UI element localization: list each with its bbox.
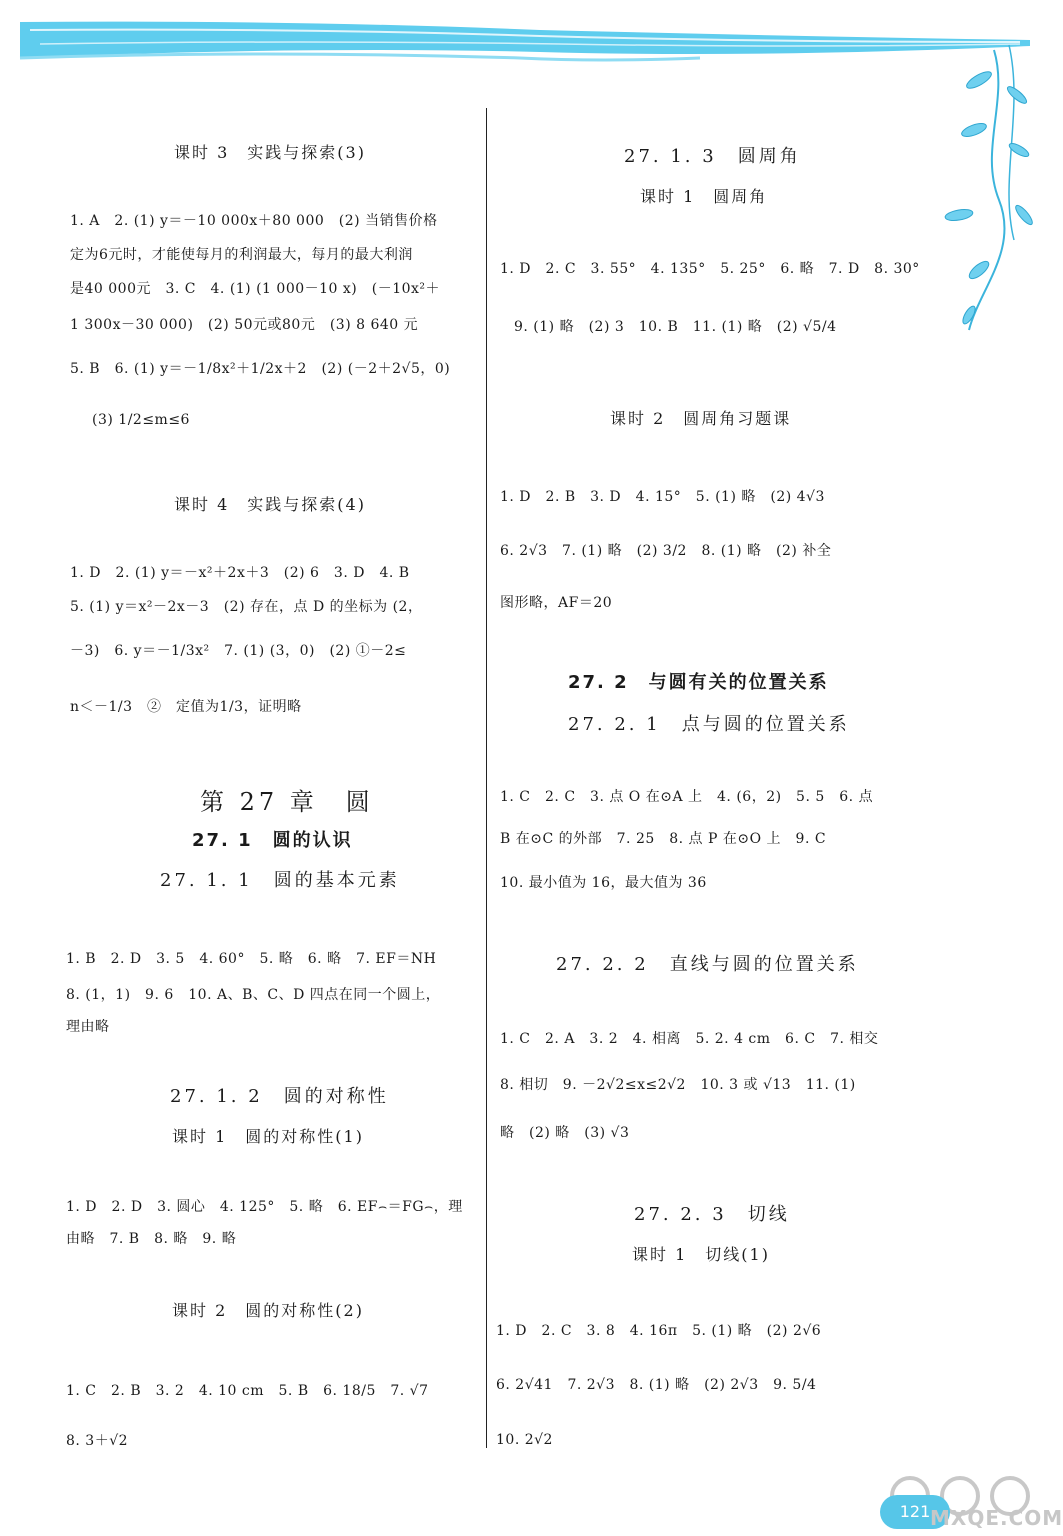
top-banner-decoration — [0, 0, 1049, 110]
chapter-title: 第 27 章 圆 — [200, 788, 374, 816]
subsection-title: 27. 1. 1 圆的基本元素 — [160, 870, 400, 891]
subsection-title: 27. 2. 3 切线 — [634, 1204, 790, 1225]
section-title: 27. 1 圆的认识 — [192, 830, 353, 851]
answer-line: B 在⊙C 的外部 7. 25 8. 点 P 在⊙O 上 9. C — [500, 831, 827, 847]
answer-line: 8. 相切 9. －2√2≤x≤2√2 10. 3 或 √13 11. (1) — [500, 1077, 856, 1093]
subsection-title: 27. 1. 3 圆周角 — [624, 146, 801, 167]
lesson-heading: 课时 2 圆周角习题课 — [610, 409, 792, 428]
lesson-heading: 课时 3 实践与探索(3) — [174, 143, 366, 162]
answer-line: 6. 2√3 7. (1) 略 (2) 3/2 8. (1) 略 (2) 补全 — [500, 543, 832, 559]
answer-line: 10. 最小值为 16，最大值为 36 — [500, 875, 707, 891]
answer-line: n＜－1/3 ② 定值为1/3，证明略 — [70, 699, 302, 715]
answer-line: 1. D 2. D 3. 圆心 4. 125° 5. 略 6. EF⌢＝FG⌢，理 — [66, 1199, 463, 1215]
lesson-heading: 课时 2 圆的对称性(2) — [172, 1301, 364, 1320]
answer-line: 1. D 2. C 3. 55° 4. 135° 5. 25° 6. 略 7. D 8. 30° — [500, 261, 920, 277]
answer-line: 9. (1) 略 (2) 3 10. B 11. (1) 略 (2) √5/4 — [514, 319, 837, 335]
subsection-title: 27. 2. 2 直线与圆的位置关系 — [556, 954, 859, 975]
answer-line: 1. C 2. A 3. 2 4. 相离 5. 2. 4 cm 6. C 7. 相交 — [500, 1031, 879, 1047]
subsection-title: 27. 2. 1 点与圆的位置关系 — [568, 714, 850, 735]
answer-line: －3) 6. y＝－1/3x² 7. (1) (3，0) (2) ①－2≤ — [70, 643, 407, 659]
answer-line: 理由略 — [66, 1019, 110, 1035]
lesson-heading: 课时 1 圆的对称性(1) — [172, 1127, 364, 1146]
answer-line: 10. 2√2 — [496, 1432, 553, 1448]
answer-line: 1. C 2. B 3. 2 4. 10 cm 5. B 6. 18/5 7. √7 — [66, 1383, 429, 1399]
lesson-heading: 课时 1 切线(1) — [632, 1245, 770, 1264]
answer-line: 5. B 6. (1) y＝－1/8x²＋1/2x＋2 (2) (－2＋2√5，0) — [70, 361, 451, 377]
lesson-heading: 课时 4 实践与探索(4) — [174, 495, 366, 514]
lesson-heading: 课时 1 圆周角 — [640, 187, 768, 206]
answer-line: 定为6元时，才能使每月的利润最大，每月的最大利润 — [70, 247, 413, 263]
column-divider — [486, 108, 487, 1448]
answer-line: 图形略，AF＝20 — [500, 595, 613, 611]
answer-line: (3) 1/2≤m≤6 — [92, 412, 190, 428]
vine-decoration — [939, 40, 1049, 340]
answer-line: 是40 000元 3. C 4. (1) (1 000－10 x) (－10x²＋ — [70, 281, 441, 297]
answer-line: 1. B 2. D 3. 5 4. 60° 5. 略 6. 略 7. EF＝NH — [66, 951, 437, 967]
answer-line: 8. (1，1) 9. 6 10. A、B、C、D 四点在同一个圆上， — [66, 987, 441, 1003]
answer-line: 1. C 2. C 3. 点 O 在⊙A 上 4. (6，2) 5. 5 6. 点 — [500, 789, 874, 805]
answer-line: 5. (1) y＝x²－2x－3 (2) 存在，点 D 的坐标为 (2， — [70, 599, 423, 615]
answer-line: 1. D 2. (1) y＝－x²＋2x＋3 (2) 6 3. D 4. B — [70, 565, 410, 581]
answer-line: 1. A 2. (1) y＝－10 000x＋80 000 (2) 当销售价格 — [70, 213, 438, 229]
page-number: 121 — [880, 1495, 950, 1529]
watermark-text: MXQE.COM — [930, 1506, 1063, 1530]
answer-line: 1. D 2. C 3. 8 4. 16π 5. (1) 略 (2) 2√6 — [496, 1323, 822, 1339]
answer-line: 6. 2√41 7. 2√3 8. (1) 略 (2) 2√3 9. 5/4 — [496, 1377, 817, 1393]
answer-line: 由略 7. B 8. 略 9. 略 — [66, 1231, 237, 1247]
answer-line: 1 300x－30 000) (2) 50元或80元 (3) 8 640 元 — [70, 317, 419, 333]
subsection-title: 27. 1. 2 圆的对称性 — [170, 1086, 389, 1107]
section-title: 27. 2 与圆有关的位置关系 — [568, 672, 829, 693]
answer-line: 略 (2) 略 (3) √3 — [500, 1125, 630, 1141]
answer-line: 1. D 2. B 3. D 4. 15° 5. (1) 略 (2) 4√3 — [500, 489, 825, 505]
answer-line: 8. 3＋√2 — [66, 1433, 129, 1449]
